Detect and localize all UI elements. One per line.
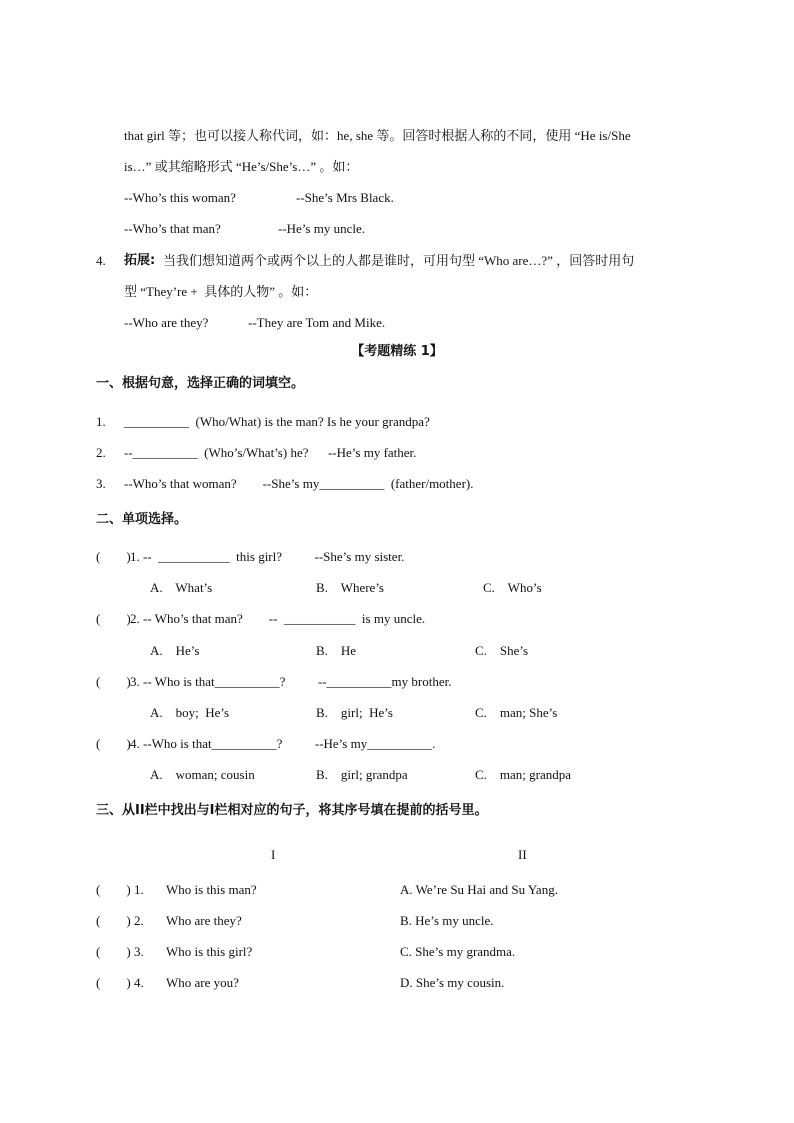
answer-paren: ( ) <box>96 736 131 751</box>
part-1-item-text: __________ (Who/What) is the man? Is he your grandpa? <box>124 414 430 429</box>
question-stem: 2. -- Who’s that man? -- ___________ is my uncle. <box>130 611 426 626</box>
intro-line-2: is…” 或其缩略形式 “He’s/She’s…” 。如： <box>124 159 359 174</box>
answer-paren: ( ) <box>96 944 131 959</box>
answer-paren: ( ) <box>96 674 131 689</box>
part-1-item-number: 2. <box>96 445 106 460</box>
option-c: C. man; grandpa <box>475 767 572 782</box>
intro-example-2-answer: --He’s my uncle. <box>278 221 366 236</box>
option-c: C. Who’s <box>483 580 542 595</box>
question-stem: 1. -- ___________ this girl? --She’s my sister. <box>130 549 405 564</box>
item-4-label: 拓展: <box>124 253 156 268</box>
part-3-heading: 三、从II栏中找出与I栏相对应的句子，将其序号填在提前的括号里。 <box>96 803 488 818</box>
intro-example-1-question: --Who’s this woman? <box>124 190 236 205</box>
option-b: B. He <box>316 643 357 658</box>
match-number: 2. <box>134 913 144 928</box>
intro-line-1: that girl 等；也可以接人称代词，如：he, she 等。回答时根据人称的不同，使用 “He is/She <box>124 128 631 143</box>
option-a: A. woman; cousin <box>150 767 255 782</box>
match-question: Who is this girl? <box>166 944 253 959</box>
part-1-item-number: 3. <box>96 476 106 491</box>
answer-paren: ( ) <box>96 882 131 897</box>
match-question: Who is this man? <box>166 882 257 897</box>
part-1-item-text: --Who’s that woman? --She’s my__________ (father/mother). <box>124 476 474 491</box>
column-2-header: II <box>518 847 527 862</box>
item-4-example-answer: --They are Tom and Mike. <box>248 315 386 330</box>
match-answer: B. He’s my uncle. <box>400 913 494 928</box>
option-a: A. What’s <box>150 580 213 595</box>
question-stem: 4. --Who is that__________? --He’s my__________. <box>130 736 436 751</box>
answer-paren: ( ) <box>96 549 131 564</box>
option-b: B. girl; He’s <box>316 705 393 720</box>
answer-paren: ( ) <box>96 913 131 928</box>
item-4-text-2: 型 “They’re + 具体的人物” 。如： <box>124 284 318 299</box>
match-answer: D. She’s my cousin. <box>400 975 505 990</box>
match-number: 3. <box>134 944 144 959</box>
option-a: A. boy; He’s <box>150 705 230 720</box>
part-2-heading: 二、单项选择。 <box>96 512 188 527</box>
part-1-heading: 一、根据句意，选择正确的词填空。 <box>96 376 305 391</box>
section-title: 【考题精练 1】 <box>351 344 443 359</box>
match-answer: C. She’s my grandma. <box>400 944 516 959</box>
option-c: C. She’s <box>475 643 529 658</box>
match-number: 1. <box>134 882 144 897</box>
option-a: A. He’s <box>150 643 200 658</box>
part-1-item-text: --__________ (Who’s/What’s) he? --He’s my father. <box>124 445 417 460</box>
part-1-item-number: 1. <box>96 414 106 429</box>
match-answer: A. We’re Su Hai and Su Yang. <box>400 882 558 897</box>
item-4-example-question: --Who are they? <box>124 315 209 330</box>
match-question: Who are they? <box>166 913 242 928</box>
option-c: C. man; She’s <box>475 705 558 720</box>
item-4-number: 4. <box>96 253 106 268</box>
match-question: Who are you? <box>166 975 239 990</box>
answer-paren: ( ) <box>96 611 131 626</box>
intro-example-2-question: --Who’s that man? <box>124 221 221 236</box>
answer-paren: ( ) <box>96 975 131 990</box>
item-4-text-1: 当我们想知道两个或两个以上的人都是谁时，可用句型 “Who are…?” ，回答时用句 <box>163 253 635 268</box>
option-b: B. Where’s <box>316 580 384 595</box>
intro-example-1-answer: --She’s Mrs Black. <box>296 190 394 205</box>
question-stem: 3. -- Who is that__________? --__________my brother. <box>130 674 452 689</box>
match-number: 4. <box>134 975 144 990</box>
option-b: B. girl; grandpa <box>316 767 408 782</box>
column-1-header: I <box>271 847 276 862</box>
